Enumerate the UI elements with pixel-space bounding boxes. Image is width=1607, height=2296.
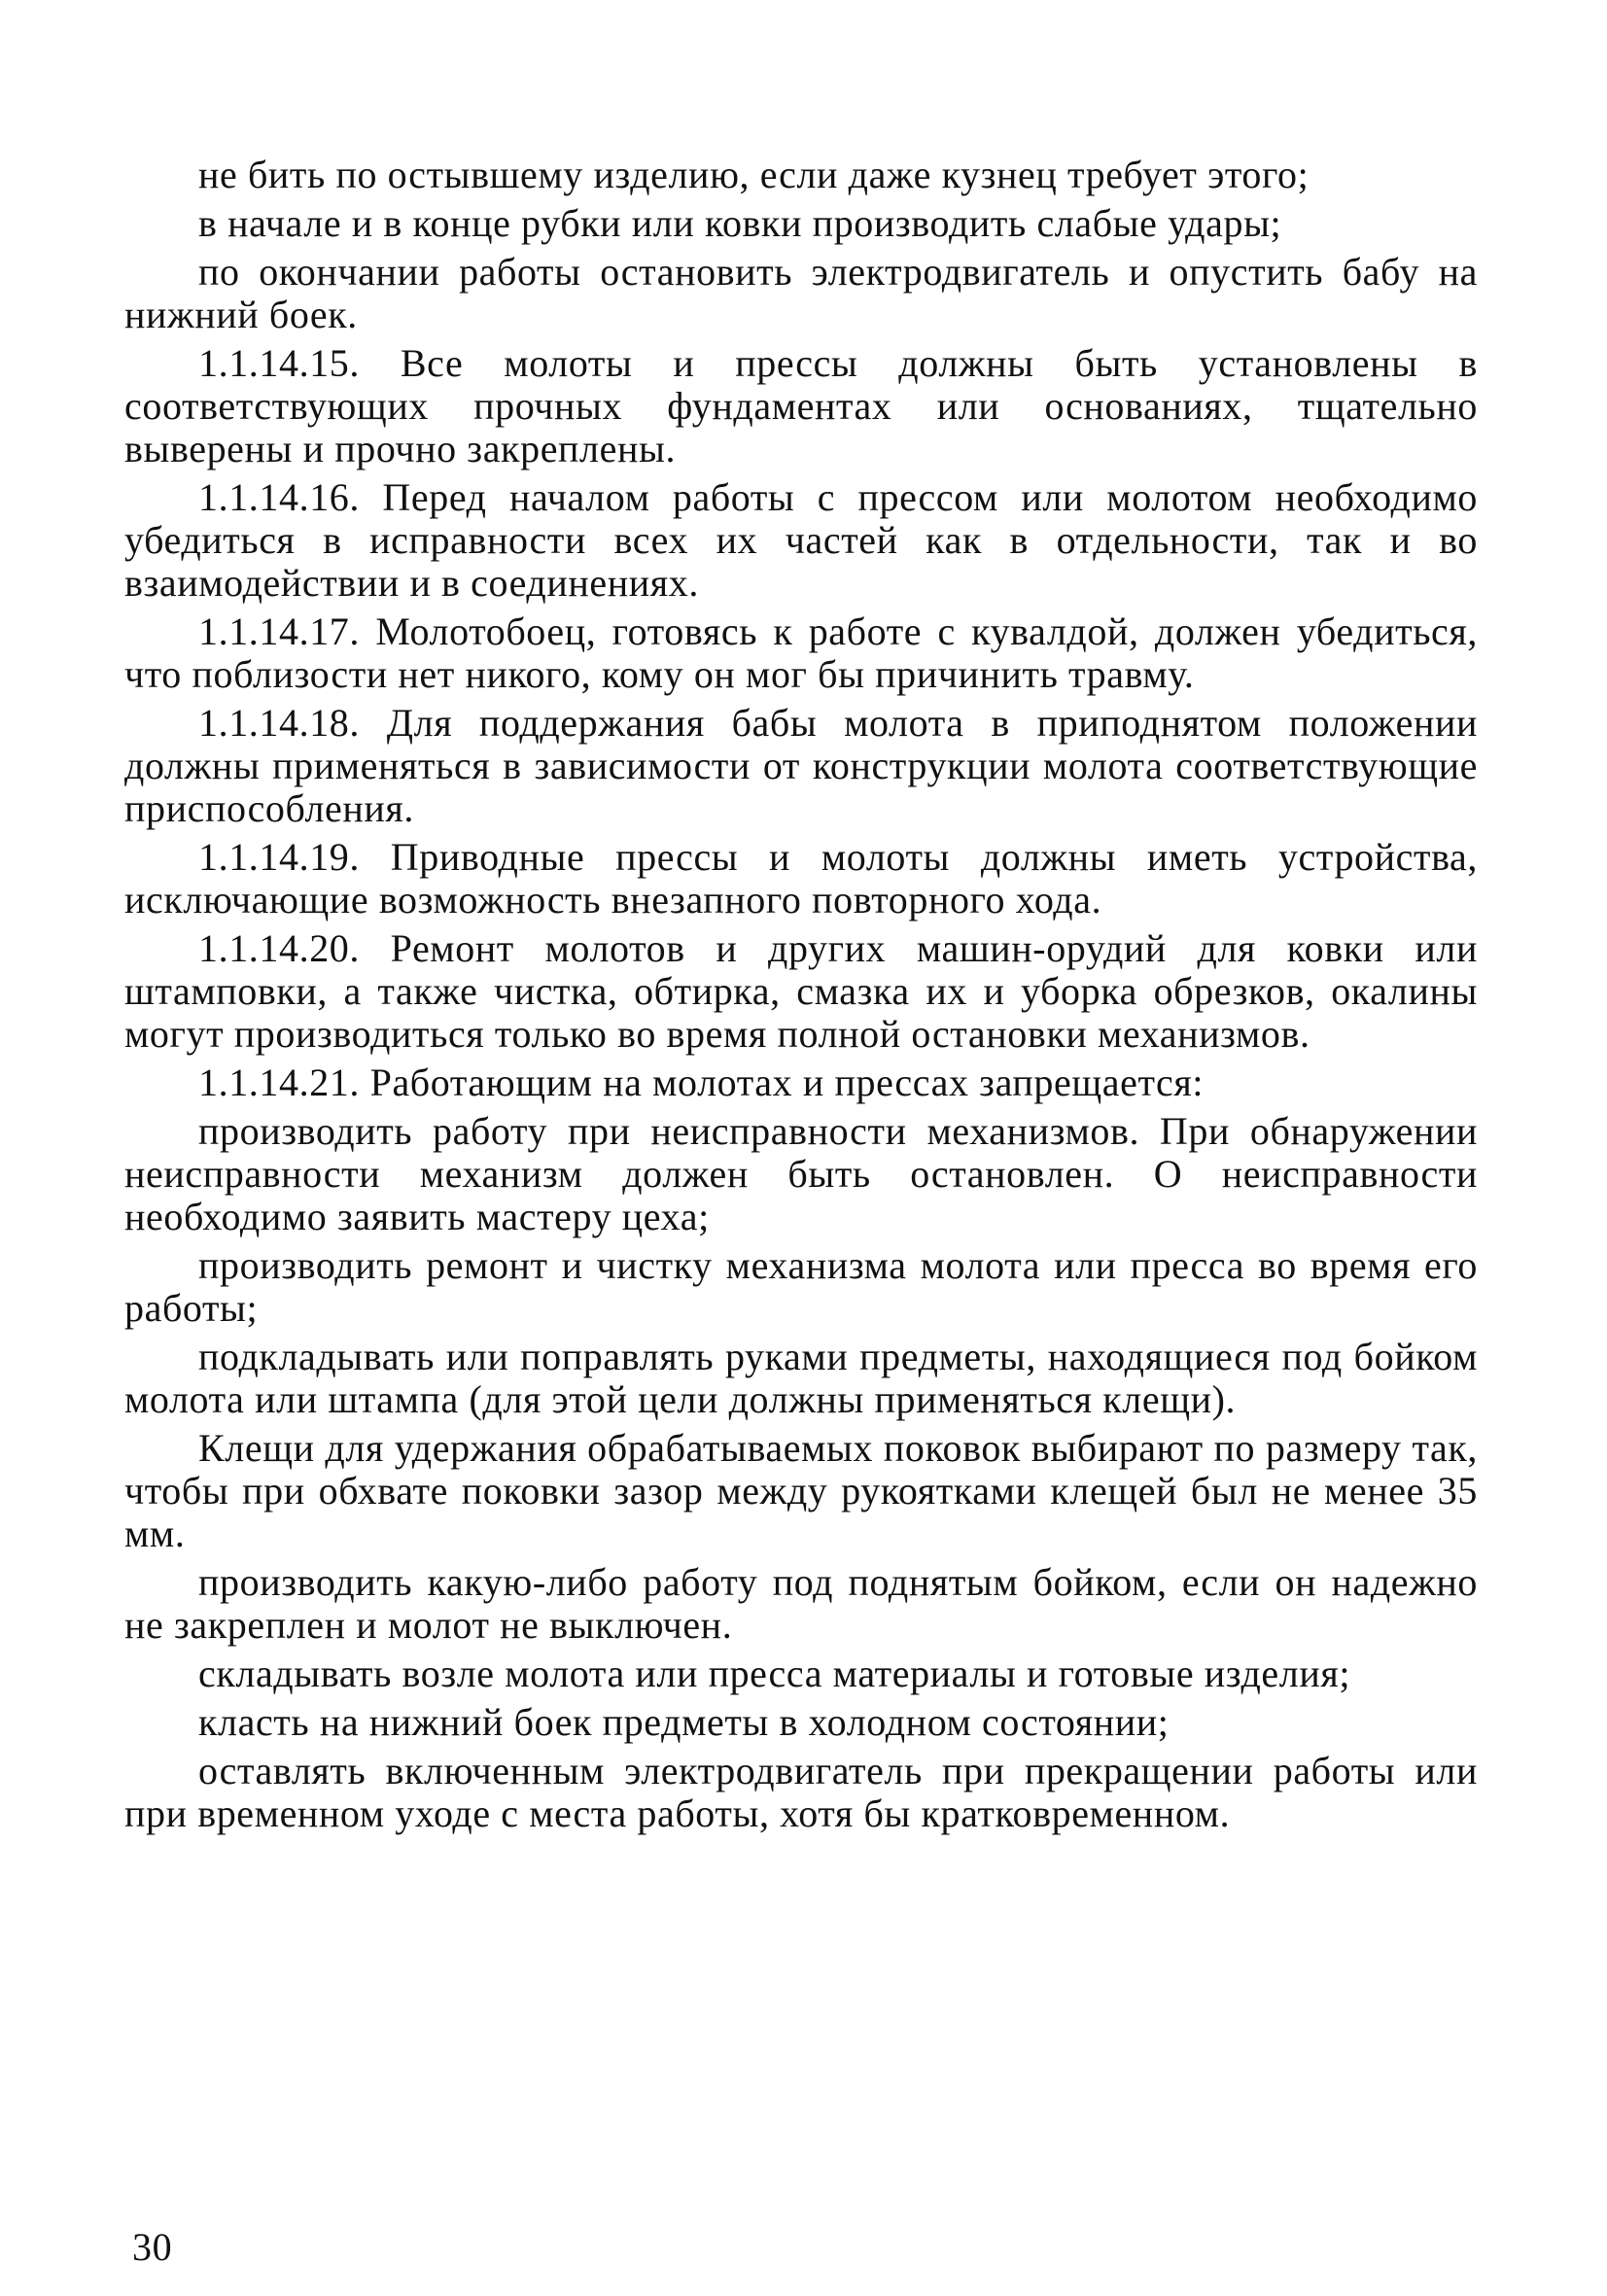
- paragraph: 1.1.14.18. Для поддержания бабы молота в приподнятом положении должны применяться в зависимости от конструкции молота соответствующие приспособления.: [124, 701, 1478, 830]
- paragraph: 1.1.14.20. Ремонт молотов и других машин-орудий для ковки или штамповки, а также чистка, обтирка, смазка их и уборка обрезков, окалины могут производиться только во время полной остановки механизмов.: [124, 926, 1478, 1056]
- paragraph: производить какую-либо работу под поднятым бойком, если он надежно не закреплен и молот не выключен.: [124, 1560, 1478, 1647]
- paragraph: 1.1.14.17. Молотобоец, готовясь к работе с кувалдой, должен убедиться, что поблизости нет никого, кому он мог бы причинить травму.: [124, 609, 1478, 696]
- paragraph: 1.1.14.19. Приводные прессы и молоты должны иметь устройства, исключающие возможность внезапного повторного хода.: [124, 835, 1478, 922]
- paragraph: класть на нижний боек предметы в холодном состоянии;: [198, 1700, 1170, 1744]
- paragraph: производить работу при неисправности механизмов. При обнаружении неисправности механизм должен быть остановлен. О неисправности необходимо заявить мастеру цеха;: [124, 1109, 1478, 1238]
- paragraph: не бить по остывшему изделию, если даже кузнец требует этого;: [198, 153, 1310, 196]
- paragraph: 1.1.14.21. Работающим на молотах и прессах запрещается:: [198, 1061, 1205, 1104]
- paragraph: 1.1.14.15. Все молоты и прессы должны быть установлены в соответствующих прочных фундаментах или основаниях, тщательно выверены и прочно закреплены.: [124, 341, 1478, 470]
- paragraph: Клещи для удержания обрабатываемых поковок выбирают по размеру так, чтобы при обхвате поковки зазор между рукоятками клещей был не менее 35 мм.: [124, 1426, 1478, 1555]
- paragraph: складывать возле молота или пресса материалы и готовые изделия;: [198, 1652, 1351, 1695]
- paragraph: 1.1.14.16. Перед началом работы с прессом или молотом необходимо убедиться в исправности всех их частей как в отдельности, так и во взаимодействии и в соединениях.: [124, 475, 1478, 605]
- paragraph: оставлять включенным электродвигатель при прекращении работы или при временном уходе с места работы, хотя бы кратковременном.: [124, 1749, 1478, 1835]
- paragraph: по окончании работы остановить электродвигатель и опустить бабу на нижний боек.: [124, 250, 1478, 336]
- page-number: 30: [132, 2225, 173, 2269]
- page-body-text: [124, 154, 1478, 1841]
- paragraph: подкладывать или поправлять руками предметы, находящиеся под бойком молота или штампа (для этой цели должны применяться клещи).: [124, 1335, 1478, 1421]
- paragraph: производить ремонт и чистку механизма молота или пресса во время его работы;: [124, 1243, 1478, 1330]
- paragraph: в начале и в конце рубки или ковки производить слабые удары;: [198, 201, 1282, 245]
